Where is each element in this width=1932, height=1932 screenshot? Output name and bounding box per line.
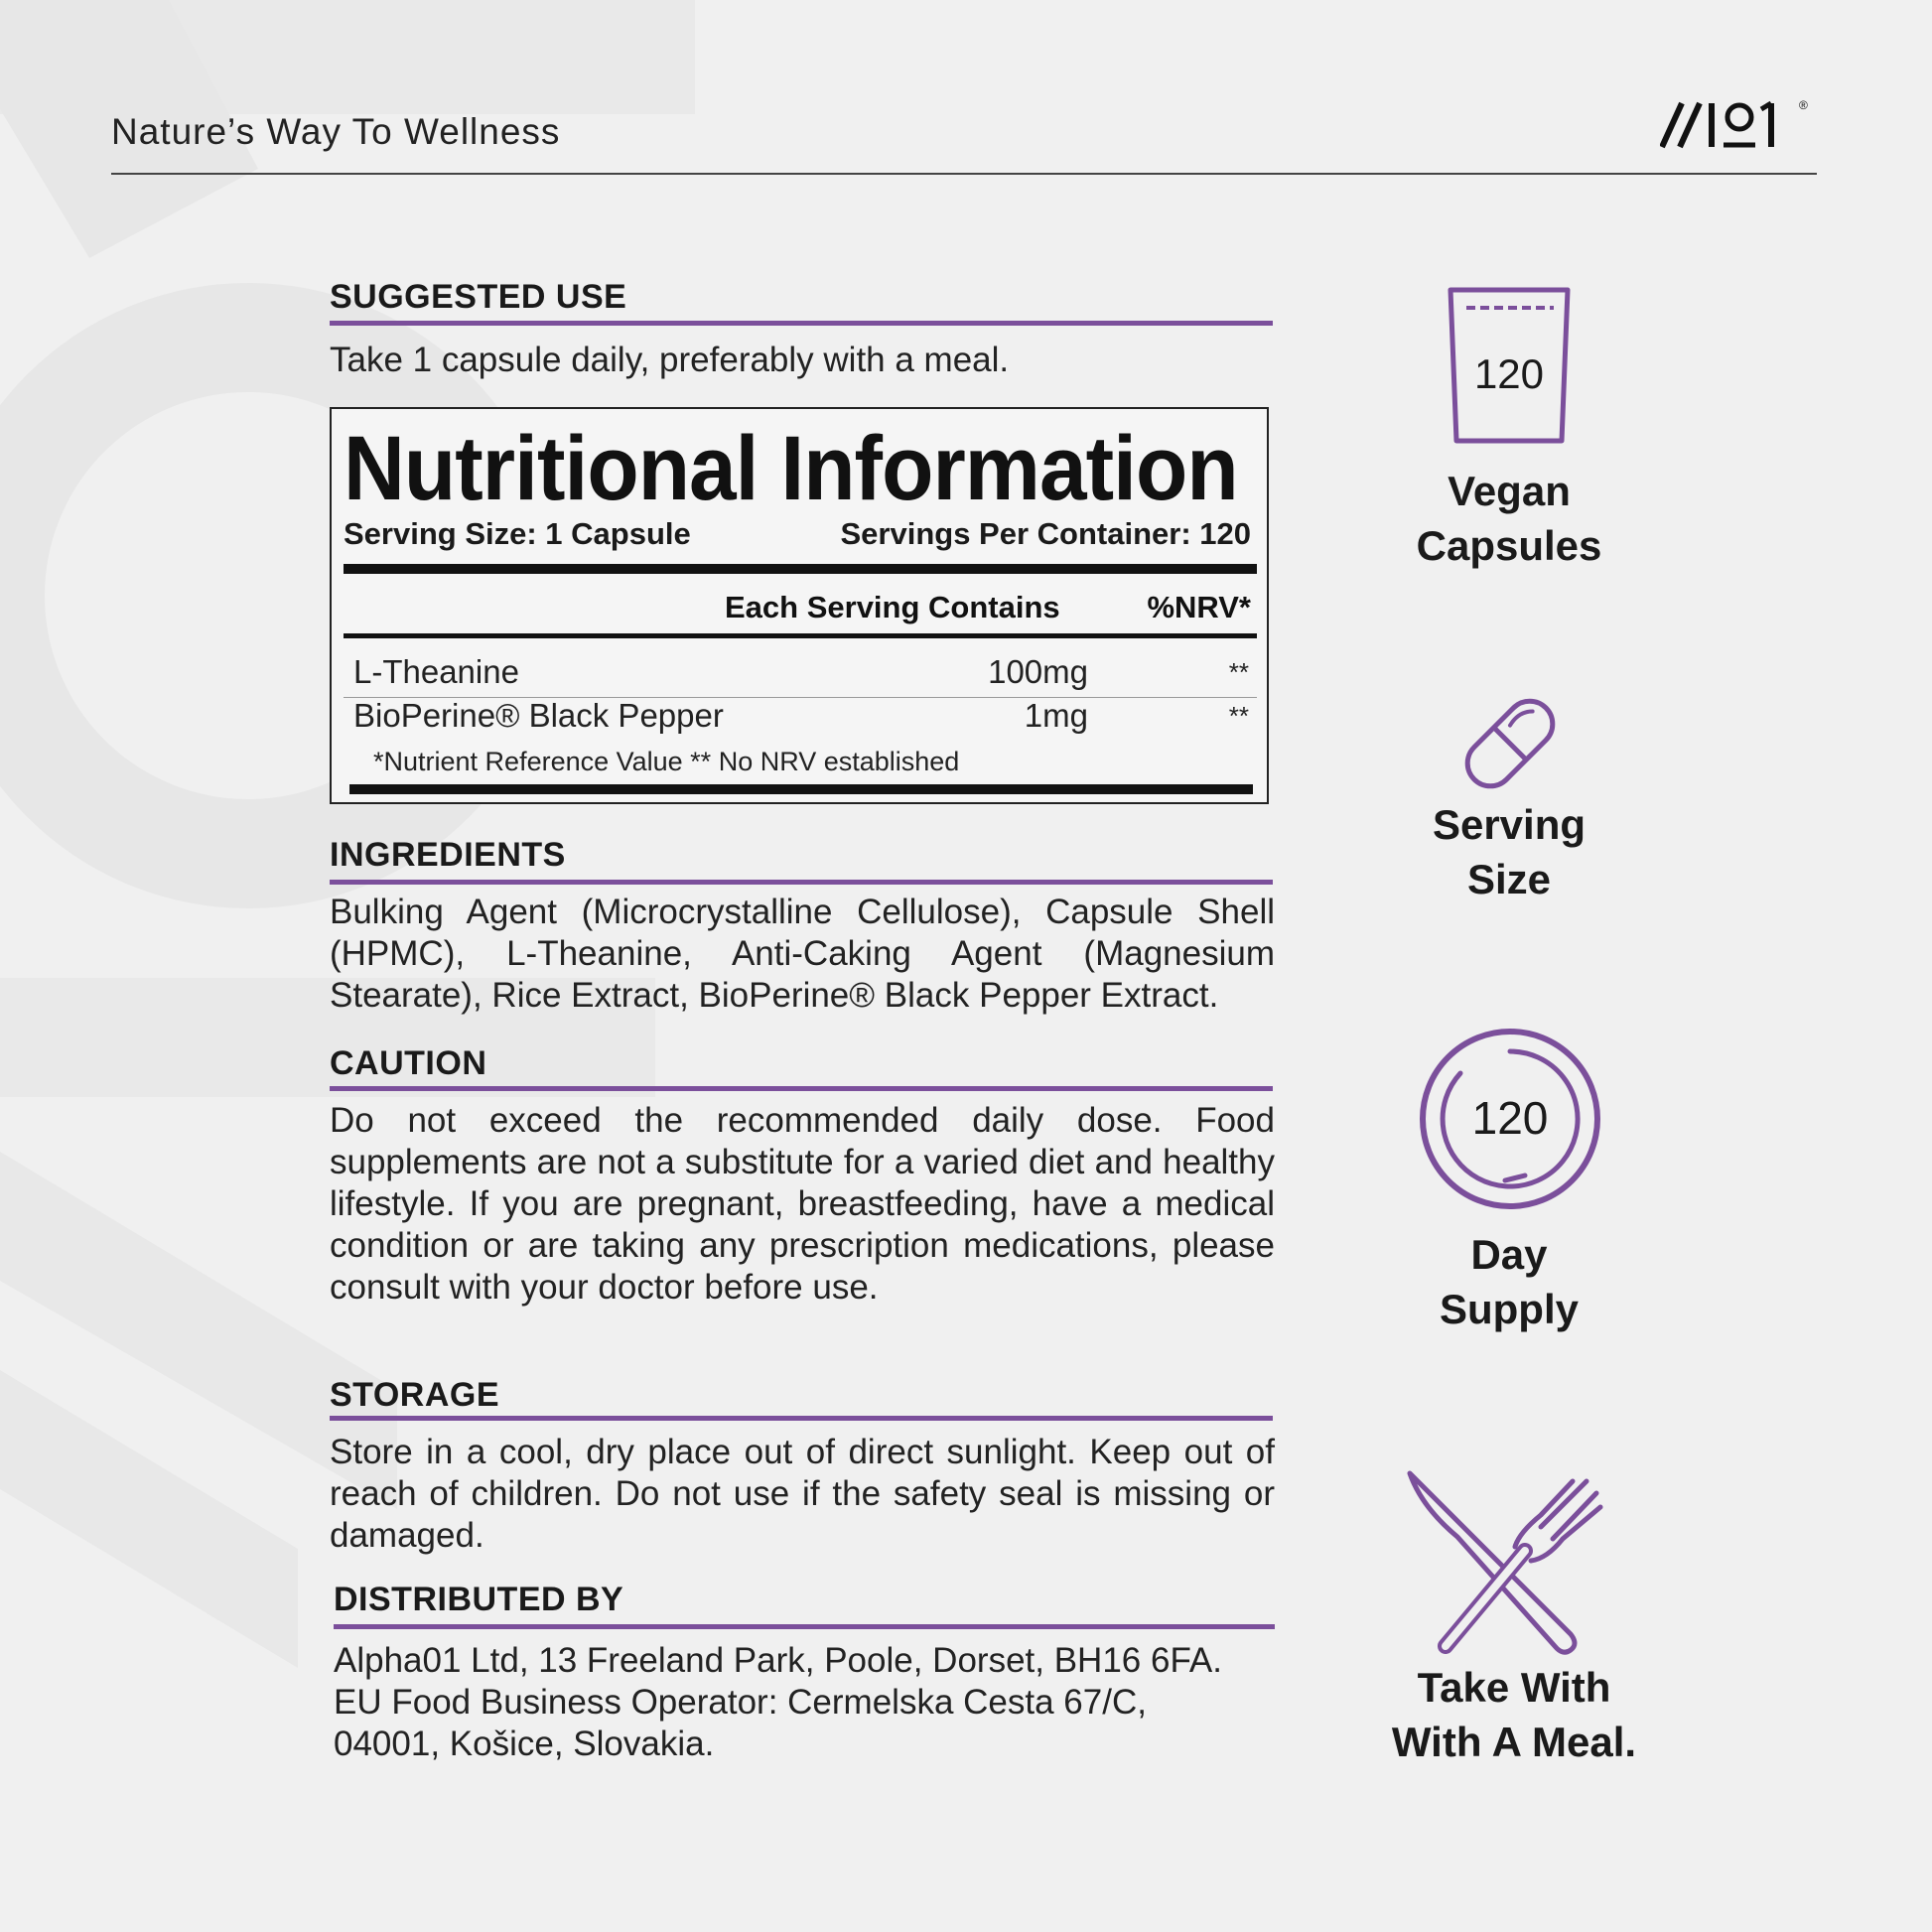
- storage-text: Store in a cool, dry place out of direct sunlight. Keep out of reach of children. Do not use if the safety seal is missing or damaged.: [330, 1433, 1275, 1555]
- feature-line: Take With: [1417, 1664, 1611, 1711]
- dial-count: 120: [1471, 1092, 1549, 1144]
- nutrition-divider-thick: [344, 564, 1257, 574]
- ingredients-rule: [330, 880, 1273, 885]
- distributor-address: [334, 1640, 1279, 1765]
- pouch-icon: [1445, 286, 1574, 445]
- nutrient-nrv: **: [1228, 701, 1249, 731]
- servings-per-container: Servings Per Container: 120: [840, 516, 1251, 551]
- dial-icon: [1416, 1025, 1604, 1213]
- nutrient-amount: 1mg: [1024, 697, 1088, 734]
- nutrition-facts-box: [330, 407, 1269, 804]
- feature-label-take-with-meal: [1335, 1660, 1693, 1769]
- nutrient-amount: 100mg: [988, 653, 1088, 690]
- registered-mark: ®: [1799, 98, 1808, 112]
- address-line: 04001, Košice, Slovakia.: [334, 1725, 715, 1763]
- header-divider: [111, 173, 1817, 175]
- distributed-by-rule: [334, 1624, 1275, 1629]
- feature-line: Serving: [1432, 801, 1587, 848]
- nutrition-divider-bottom: [349, 784, 1253, 794]
- serving-size: Serving Size: 1 Capsule: [344, 516, 691, 551]
- suggested-use-text: Take 1 capsule daily, preferably with a meal.: [330, 341, 1010, 379]
- feature-label-day-supply: [1330, 1227, 1688, 1336]
- knife-fork-icon: [1402, 1451, 1618, 1668]
- ingredients-text: Bulking Agent (Microcrystalline Cellulose), Capsule Shell (HPMC), L-Theanine, Anti-Caking Agent (Magnesium Stearate), Rice Extract, BioPerine® Black Pepper Extract.: [330, 893, 1275, 1015]
- distributed-by-title: DISTRIBUTED BY: [334, 1581, 624, 1618]
- nutrient-name: L-Theanine: [353, 653, 519, 690]
- feature-line: Capsules: [1416, 522, 1602, 569]
- storage-rule: [330, 1416, 1273, 1421]
- feature-line: With A Meal.: [1391, 1719, 1637, 1765]
- address-line: EU Food Business Operator: Cermelska Cesta 67/C,: [334, 1683, 1147, 1722]
- nutrition-title: Nutritional Information: [344, 418, 1238, 519]
- nutrition-divider-mid: [344, 633, 1257, 638]
- col-header-nrv: %NRV*: [1147, 590, 1251, 624]
- nutrition-footnote: *Nutrient Reference Value ** No NRV established: [373, 747, 960, 776]
- caution-title: CAUTION: [330, 1044, 487, 1082]
- capsule-icon: [1451, 685, 1569, 802]
- pouch-count: 120: [1473, 350, 1545, 397]
- nutrient-name: BioPerine® Black Pepper: [353, 697, 724, 734]
- nutrient-nrv: **: [1228, 657, 1249, 687]
- feature-line: Size: [1466, 856, 1552, 902]
- feature-label-serving-size: [1330, 797, 1688, 906]
- suggested-use-title: SUGGESTED USE: [330, 278, 627, 316]
- feature-label-vegan-capsules: [1330, 464, 1688, 573]
- caution-text: Do not exceed the recommended daily dose. Food supplements are not a substitute for a varied diet and healthy lifestyle. If you are pregnant, breastfeeding, have a medical condition or are taking any prescription medications, please consult with your doctor before use.: [330, 1101, 1275, 1307]
- address-line: Alpha01 Ltd, 13 Freeland Park, Poole, Dorset, BH16 6FA.: [334, 1641, 1222, 1680]
- feature-line: Supply: [1439, 1286, 1579, 1332]
- ingredients-title: INGREDIENTS: [330, 836, 566, 874]
- storage-title: STORAGE: [330, 1376, 500, 1414]
- brand-logo: [1660, 95, 1819, 155]
- feature-line: Day: [1470, 1231, 1548, 1278]
- col-header-each-serving: Each Serving Contains: [725, 590, 1060, 624]
- feature-line: Vegan: [1448, 468, 1571, 514]
- suggested-use-rule: [330, 321, 1273, 326]
- caution-rule: [330, 1086, 1273, 1091]
- tagline: Nature’s Way To Wellness: [111, 111, 561, 152]
